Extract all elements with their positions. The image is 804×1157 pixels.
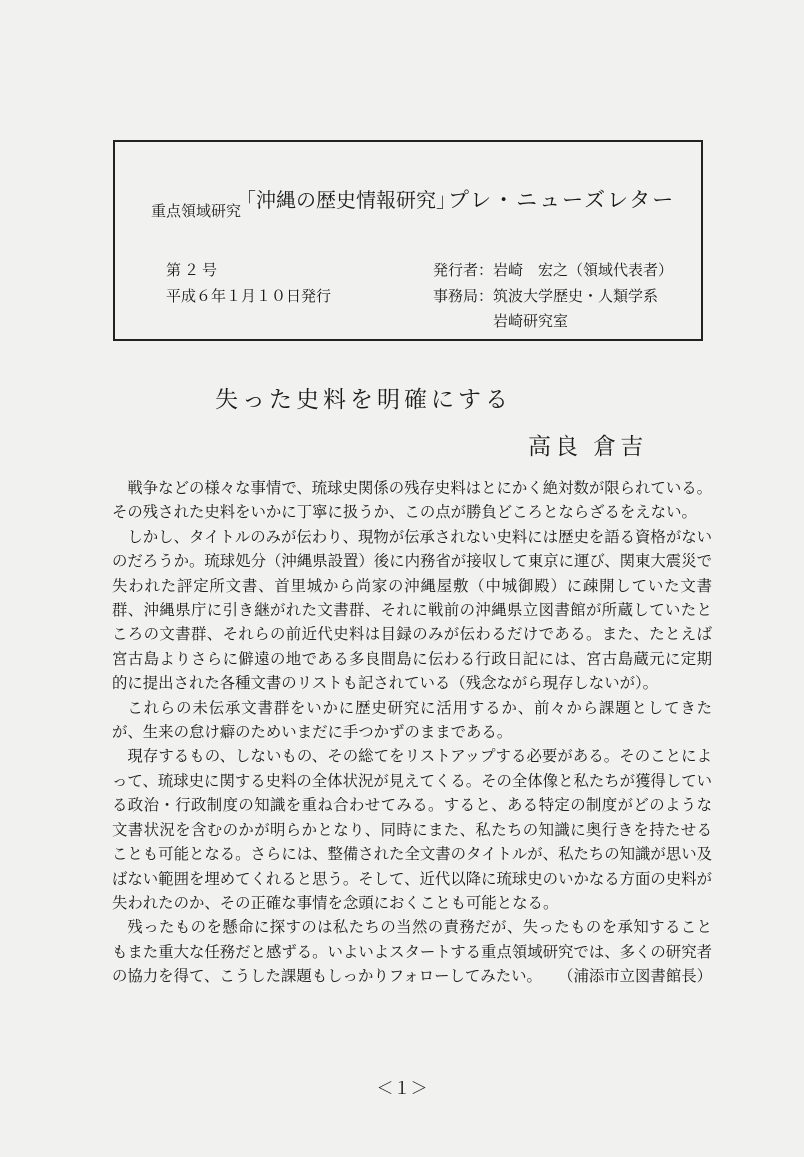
article-body [112,476,712,989]
office: 事務局：筑波大学歴史・人類学系 [433,287,659,305]
issue-number: 第２号 [166,261,221,279]
author-affiliation: （浦添市立図書館長） [558,967,712,986]
article-paragraph-last [112,915,712,988]
article-title: 失った史料を明確にする [215,387,512,413]
project-title: 「沖縄の歴史情報研究」 [236,188,456,212]
newsletter-title: プレ・ニューズレター [448,188,676,212]
newsletter-header-box [113,140,703,341]
publisher: 発行者：岩崎 宏之（領域代表者） [433,261,674,279]
office-lab: 岩崎研究室 [493,312,569,330]
article-paragraph: 現存するもの、しないもの、その総てをリストアップする必要がある。そのことによって、琉球史に関する史料の全体状況が見えてくる。その全体像と私たちが獲得している政治・行政制度の知識を重ね合わせてみる。すると、ある特定の制度がどのような文書状況を含むのかが明らかとなり、同時にまた、私たちの知識に奥行きを持たせることも可能となる。さらには、整備された全文書のタイトルが、私たちの知識が思い及ばない範囲を埋めてくれると思う。そして、近代以降に琉球史のいかなる方面の史料が失われたのか、その正確な事情を念頭におくことも可能となる。 [112,747,712,912]
article-paragraph: 戦争などの様々な事情で、琉球史関係の残存史料はとにかく絶対数が限られている。その残された史料をいかに丁寧に扱うか、この点が勝負どころとならざるをえない。 [112,479,712,522]
research-category: 重点領域研究 [151,202,242,220]
page-number: ＜１＞ [376,1079,428,1099]
issue-date: 平成６年１月１０日発行 [166,287,332,305]
article-author: 高良 倉吉 [528,434,648,460]
article-paragraph-text: 残ったものを懸命に探すのは私たちの当然の責務だが、失ったものを承知することもまた重大な任務だと感ずる。いよいよスタートする重点領域研究では、多くの研究者の協力を得て、こうした課題もしっかりフォローしてみたい。 [112,918,712,986]
article-paragraph: これらの未伝承文書群をいかに歴史研究に活用するか、前々から課題としてきたが、生来の怠け癖のためいまだに手つかずのままである。 [112,698,712,742]
article-paragraph: しかし、タイトルのみが伝わり、現物が伝承されない史料には歴史を語る資格がないのだろうか。琉球処分（沖縄県設置）後に内務省が接収して東京に運び、関東大震災で失われた評定所文書、首里城から尚家の沖縄屋敷（中城御殿）に疎開していた文書群、沖縄県庁に引き継がれた文書群、それに戦前の沖縄県立図書館が所蔵していたところの文書群、それらの前近代史料は目録のみが伝わるだけである。また、たとえば宮古島よりさらに僻遠の地である多良間島に伝わる行政日記には、宮古島蔵元に定期的に提出された各種文書のリストも記されている（残念ながら現存しないが）。 [112,527,712,693]
